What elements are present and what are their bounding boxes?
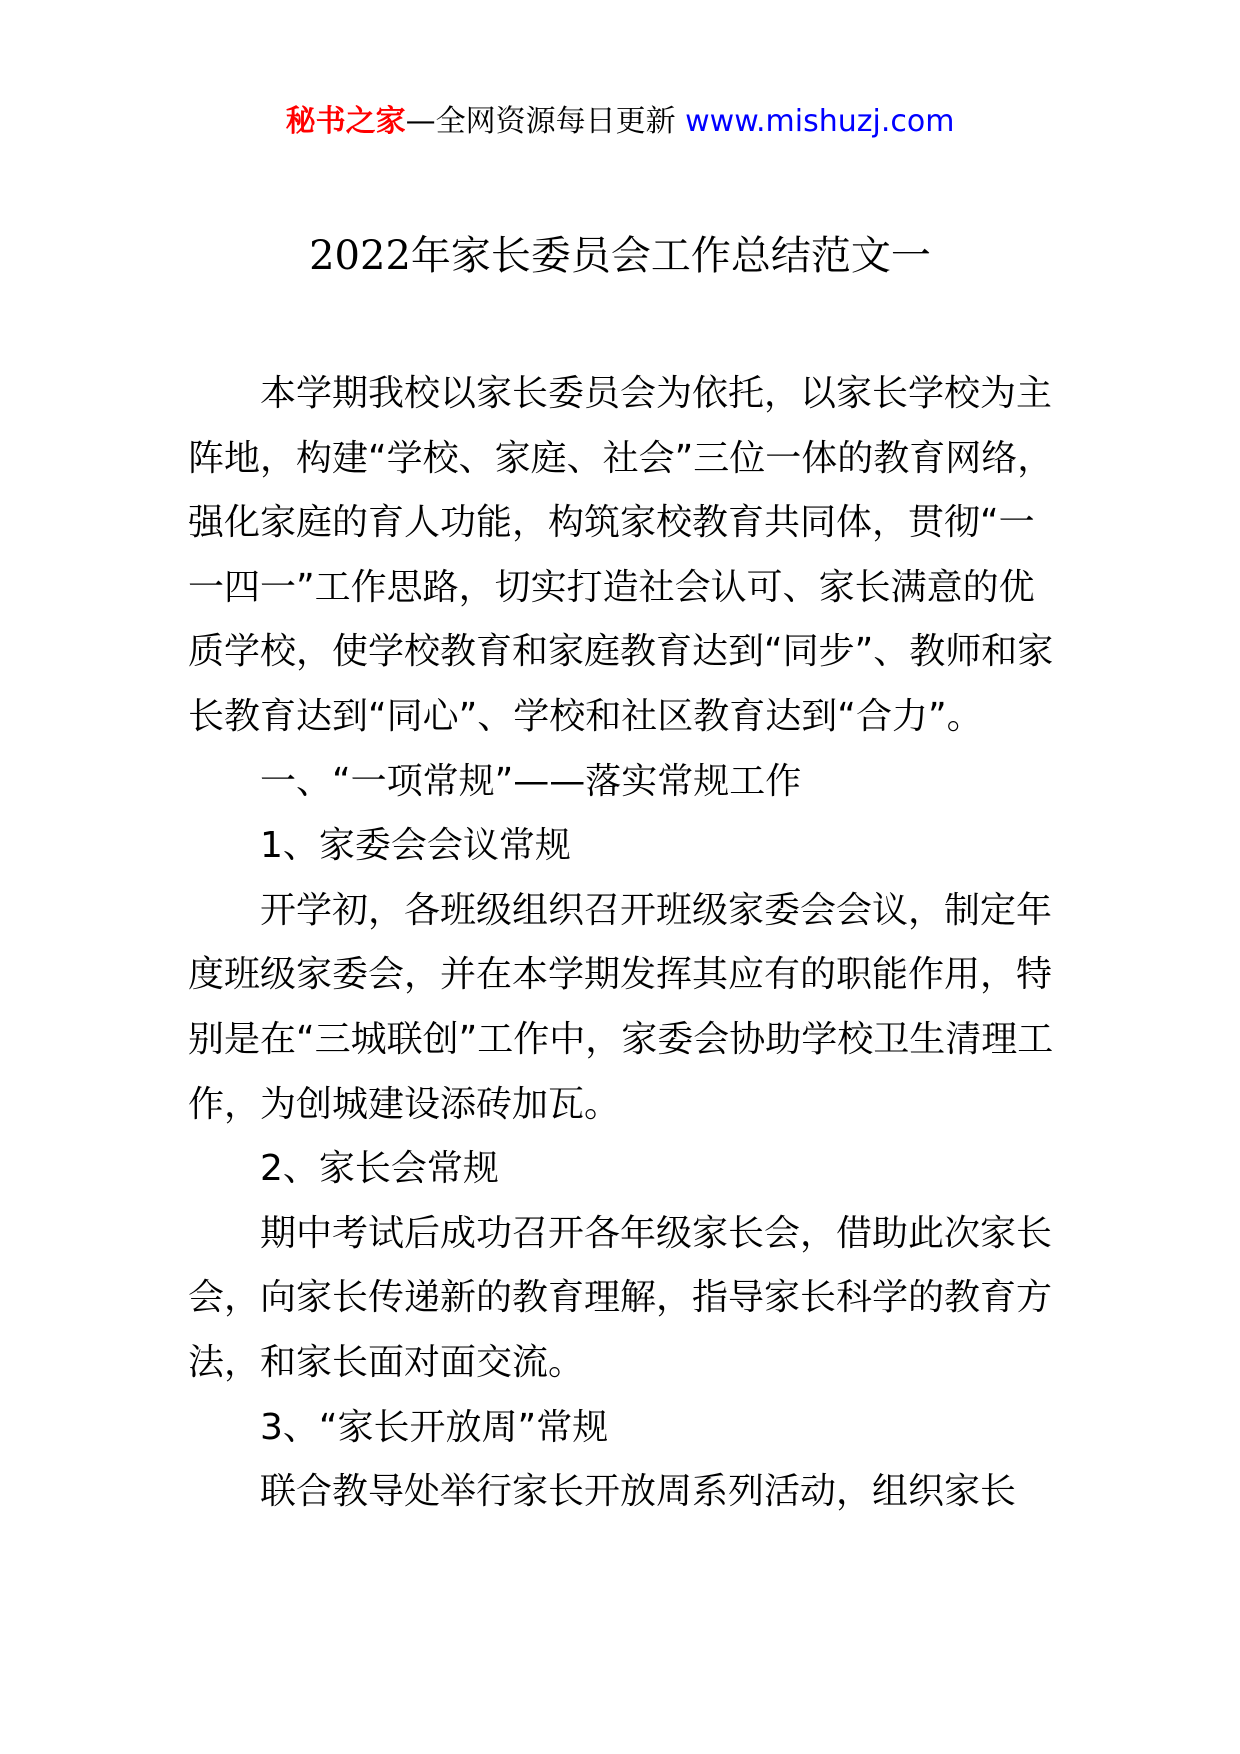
section-heading-1: 一、“一项常规”——落实常规工作	[260, 760, 802, 802]
subheading-1: 1、家委会会议常规	[260, 825, 571, 867]
body-paragraph-2: 期中考试后成功召开各年级家长会，借助此次家长会，向家长传递新的教育理解，指导家长科学的教育方法，和家长面对面交流。	[188, 1212, 1053, 1383]
subheading-3: 3、“家长开放周”常规	[260, 1406, 609, 1448]
site-tagline: —全网资源每日更新	[405, 104, 686, 139]
body-paragraph-1: 开学初，各班级组织召开班级家委会会议，制定年度班级家委会，并在本学期发挥其应有的职能作用，特别是在“三城联创”工作中，家委会协助学校卫生清理工作，为创城建设添砖加瓦。	[188, 889, 1054, 1125]
site-header	[0, 100, 1240, 144]
intro-paragraph: 本学期我校以家长委员会为依托，以家长学校为主阵地，构建“学校、家庭、社会”三位一体的教育网络，强化家庭的育人功能，构筑家校教育共同体，贯彻“一一四一”工作思路，切实打造社会认可、家长满意的优质学校，使学校教育和家庭教育达到“同步”、教师和家长教育达到“同心”、学校和社区教育达到“合力”。	[188, 373, 1054, 737]
site-url-link[interactable]: www.mishuzj.com	[685, 104, 955, 139]
body-paragraph-3: 联合教导处举行家长开放周系列活动，组织家长	[260, 1471, 1017, 1513]
subheading-2: 2、家长会常规	[260, 1148, 499, 1190]
document-body	[188, 362, 1068, 1525]
document-title: 2022年家长委员会工作总结范文一	[309, 233, 931, 279]
site-brand: 秘书之家	[285, 104, 406, 139]
